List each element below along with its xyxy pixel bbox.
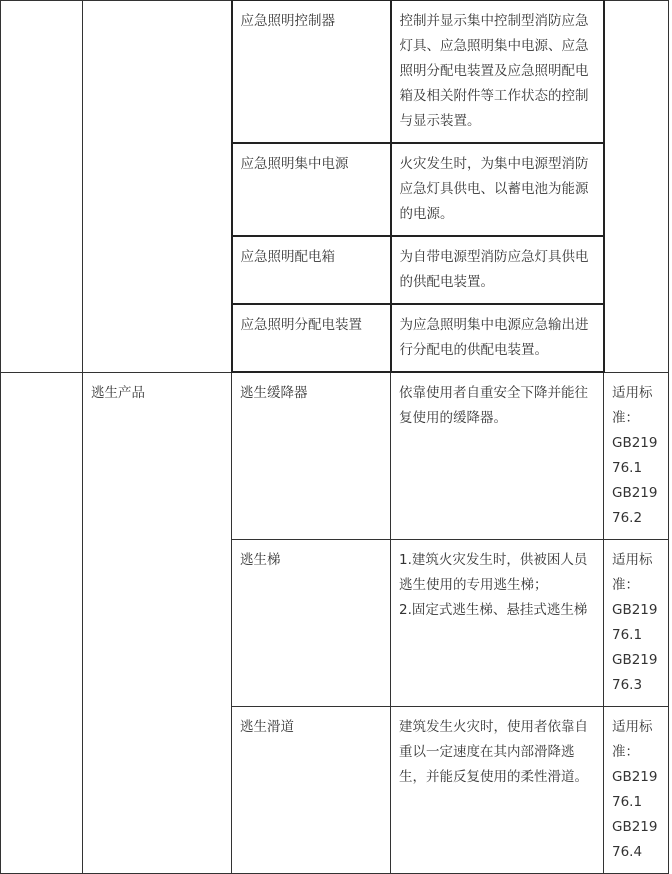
standard-code: GB21976.1 — [612, 768, 658, 810]
product-desc-cell — [391, 236, 604, 304]
standard-code: GB21976.4 — [612, 818, 658, 860]
product-name-cell — [232, 0, 391, 143]
product-desc-cell — [391, 0, 604, 143]
table-row — [1, 372, 669, 539]
standard-cell — [604, 539, 669, 706]
left-margin-cell — [1, 0, 83, 372]
standard-label: 适用标准： — [612, 384, 653, 426]
product-desc: 为自带电源型消防应急灯具供电的供配电装置。 — [399, 249, 589, 290]
category-label: 逃生产品 — [91, 384, 145, 401]
standard-cell — [604, 372, 669, 539]
product-desc-cell — [391, 304, 604, 372]
product-name-cell — [232, 706, 391, 873]
product-name-cell — [232, 304, 391, 372]
product-name: 应急照明控制器 — [240, 13, 335, 29]
standard-cell — [604, 0, 669, 372]
product-desc-cell — [391, 539, 604, 706]
product-desc-cell — [391, 706, 604, 873]
product-desc-cell — [391, 372, 604, 539]
standard-label: 适用标准： — [612, 718, 653, 760]
product-name: 应急照明分配电装置 — [240, 317, 362, 333]
product-name-cell — [232, 539, 391, 706]
product-name-cell — [232, 236, 391, 304]
product-desc: 1.建筑火灾发生时，供被困人员逃生使用的专用逃生梯； — [399, 551, 588, 593]
product-name-cell — [232, 143, 391, 236]
category-cell — [83, 372, 232, 873]
standard-cell — [604, 706, 669, 873]
standard-code: GB21976.3 — [612, 651, 658, 693]
product-desc: 火灾发生时，为集中电源型消防应急灯具供电、以蓄电池为能源的电源。 — [399, 156, 589, 222]
standard-code: GB21976.1 — [612, 434, 658, 476]
product-desc-cell — [391, 143, 604, 236]
product-desc: 控制并显示集中控制型消防应急灯具、应急照明集中电源、应急照明分配电装置及应急照明配电箱及相关附件等工作状态的控制与显示装置。 — [399, 13, 589, 129]
product-desc: 建筑发生火灾时，使用者依靠自重以一定速度在其内部滑降逃生，并能反复使用的柔性滑道。 — [399, 718, 588, 785]
left-margin-cell — [1, 372, 83, 873]
product-name-cell — [232, 372, 391, 539]
category-cell — [83, 0, 232, 372]
product-name: 逃生梯 — [240, 551, 281, 568]
product-desc: 为应急照明集中电源应急输出进行分配电的供配电装置。 — [399, 317, 589, 358]
product-desc: 依靠使用者自重安全下降并能往复使用的缓降器。 — [399, 385, 588, 426]
standard-code: GB21976.1 — [612, 601, 658, 643]
product-desc: 2.固定式逃生梯、悬挂式逃生梯 — [399, 601, 588, 618]
product-name: 逃生缓降器 — [240, 385, 308, 401]
table-row — [1, 0, 669, 143]
standard-code: GB21976.2 — [612, 484, 658, 526]
product-name: 应急照明集中电源 — [240, 156, 349, 172]
product-name: 逃生滑道 — [240, 718, 294, 735]
standard-label: 适用标准： — [612, 551, 653, 593]
product-name: 应急照明配电箱 — [240, 249, 335, 265]
